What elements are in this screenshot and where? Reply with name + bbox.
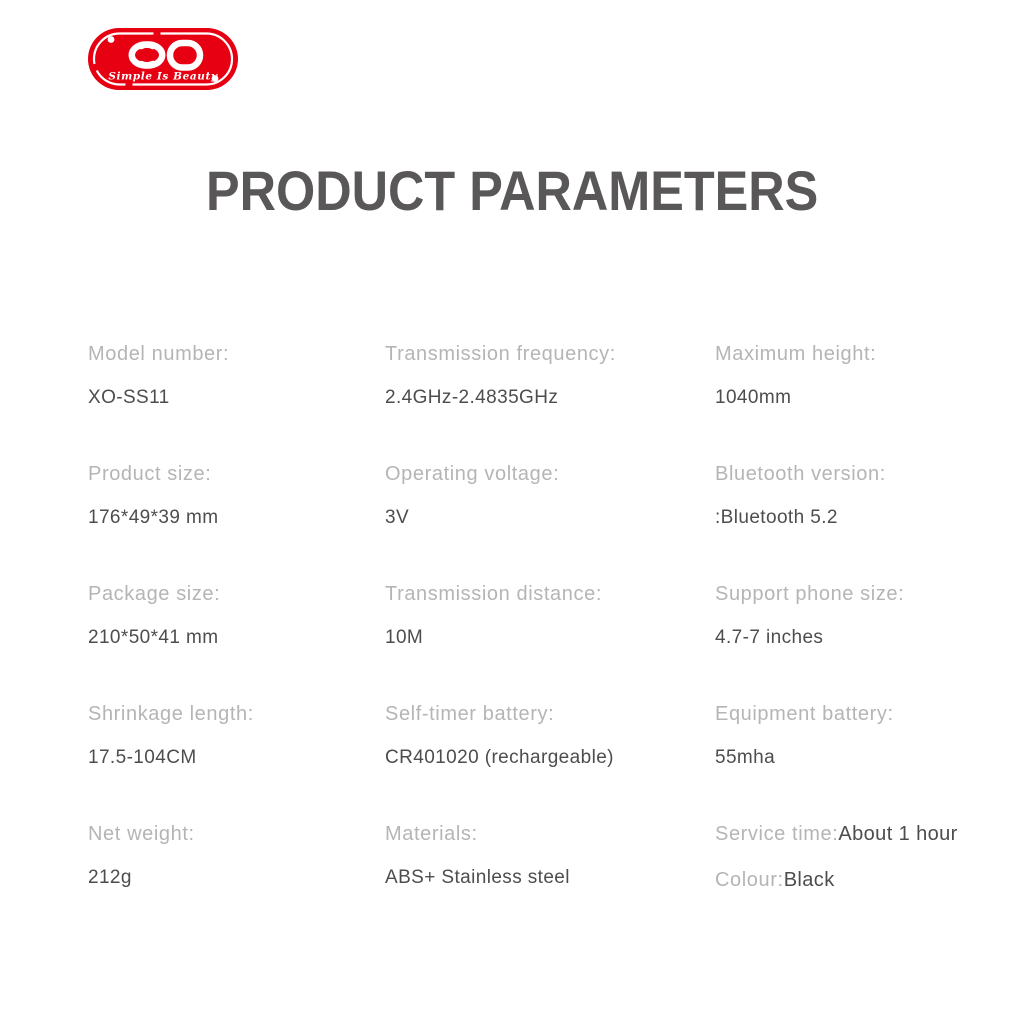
param-label: Transmission frequency: (385, 343, 616, 365)
param-cell-equipment-battery (715, 704, 968, 767)
parameters-grid (88, 344, 968, 973)
param-cell-materials (385, 824, 715, 916)
param-cell-package-size (88, 584, 385, 647)
param-label: Net weight: (88, 823, 195, 845)
colour-label: Colour: (715, 869, 784, 891)
param-label: Support phone size: (715, 583, 905, 605)
param-value: 55mha (715, 747, 776, 768)
param-value: 1040mm (715, 387, 792, 408)
param-label: Bluetooth version: (715, 463, 886, 485)
param-cell-model-number (88, 344, 385, 407)
param-label: Model number: (88, 343, 230, 365)
param-value: ABS+ Stainless steel (385, 867, 570, 888)
param-cell-bluetooth-version (715, 464, 968, 527)
param-cell-maximum-height (715, 344, 968, 407)
xo-logo-graphic (88, 28, 238, 90)
param-cell-transmission-distance (385, 584, 715, 647)
param-cell-net-weight (88, 824, 385, 916)
colour-line (715, 870, 968, 890)
param-label: Transmission distance: (385, 583, 602, 605)
param-value: XO-SS11 (88, 387, 170, 408)
param-cell-operating-voltage (385, 464, 715, 527)
param-cell-shrinkage-length (88, 704, 385, 767)
param-label: Equipment battery: (715, 703, 894, 725)
xo-brand-logo (88, 28, 238, 90)
param-cell-self-timer-battery (385, 704, 715, 767)
param-label: Product size: (88, 463, 212, 485)
param-value: :Bluetooth 5.2 (715, 507, 838, 528)
param-cell-service-time-colour (715, 824, 968, 916)
param-value: 210*50*41 mm (88, 627, 219, 648)
param-value: 176*49*39 mm (88, 507, 219, 528)
service-time-value: About 1 hour (838, 823, 958, 845)
param-label: Self-timer battery: (385, 703, 555, 725)
param-cell-transmission-frequency (385, 344, 715, 407)
param-label: Shrinkage length: (88, 703, 254, 725)
param-value: 2.4GHz-2.4835GHz (385, 387, 559, 408)
service-time-label: Service time: (715, 823, 839, 845)
service-time-line (715, 824, 968, 844)
colour-value: Black (783, 869, 835, 891)
param-value: 17.5-104CM (88, 747, 197, 768)
param-cell-product-size (88, 464, 385, 527)
param-value: 10M (385, 627, 424, 648)
param-value: 3V (385, 507, 410, 528)
param-value: CR401020 (rechargeable) (385, 747, 614, 768)
page-title: PRODUCT PARAMETERS (205, 159, 819, 222)
param-value: 212g (88, 867, 132, 888)
param-label: Materials: (385, 823, 478, 845)
param-value: 4.7-7 inches (715, 627, 824, 648)
param-label: Package size: (88, 583, 221, 605)
param-label: Operating voltage: (385, 463, 560, 485)
param-label: Maximum height: (715, 343, 877, 365)
logo-tagline: Simple Is Beauty (108, 70, 218, 83)
param-cell-support-phone-size (715, 584, 968, 647)
